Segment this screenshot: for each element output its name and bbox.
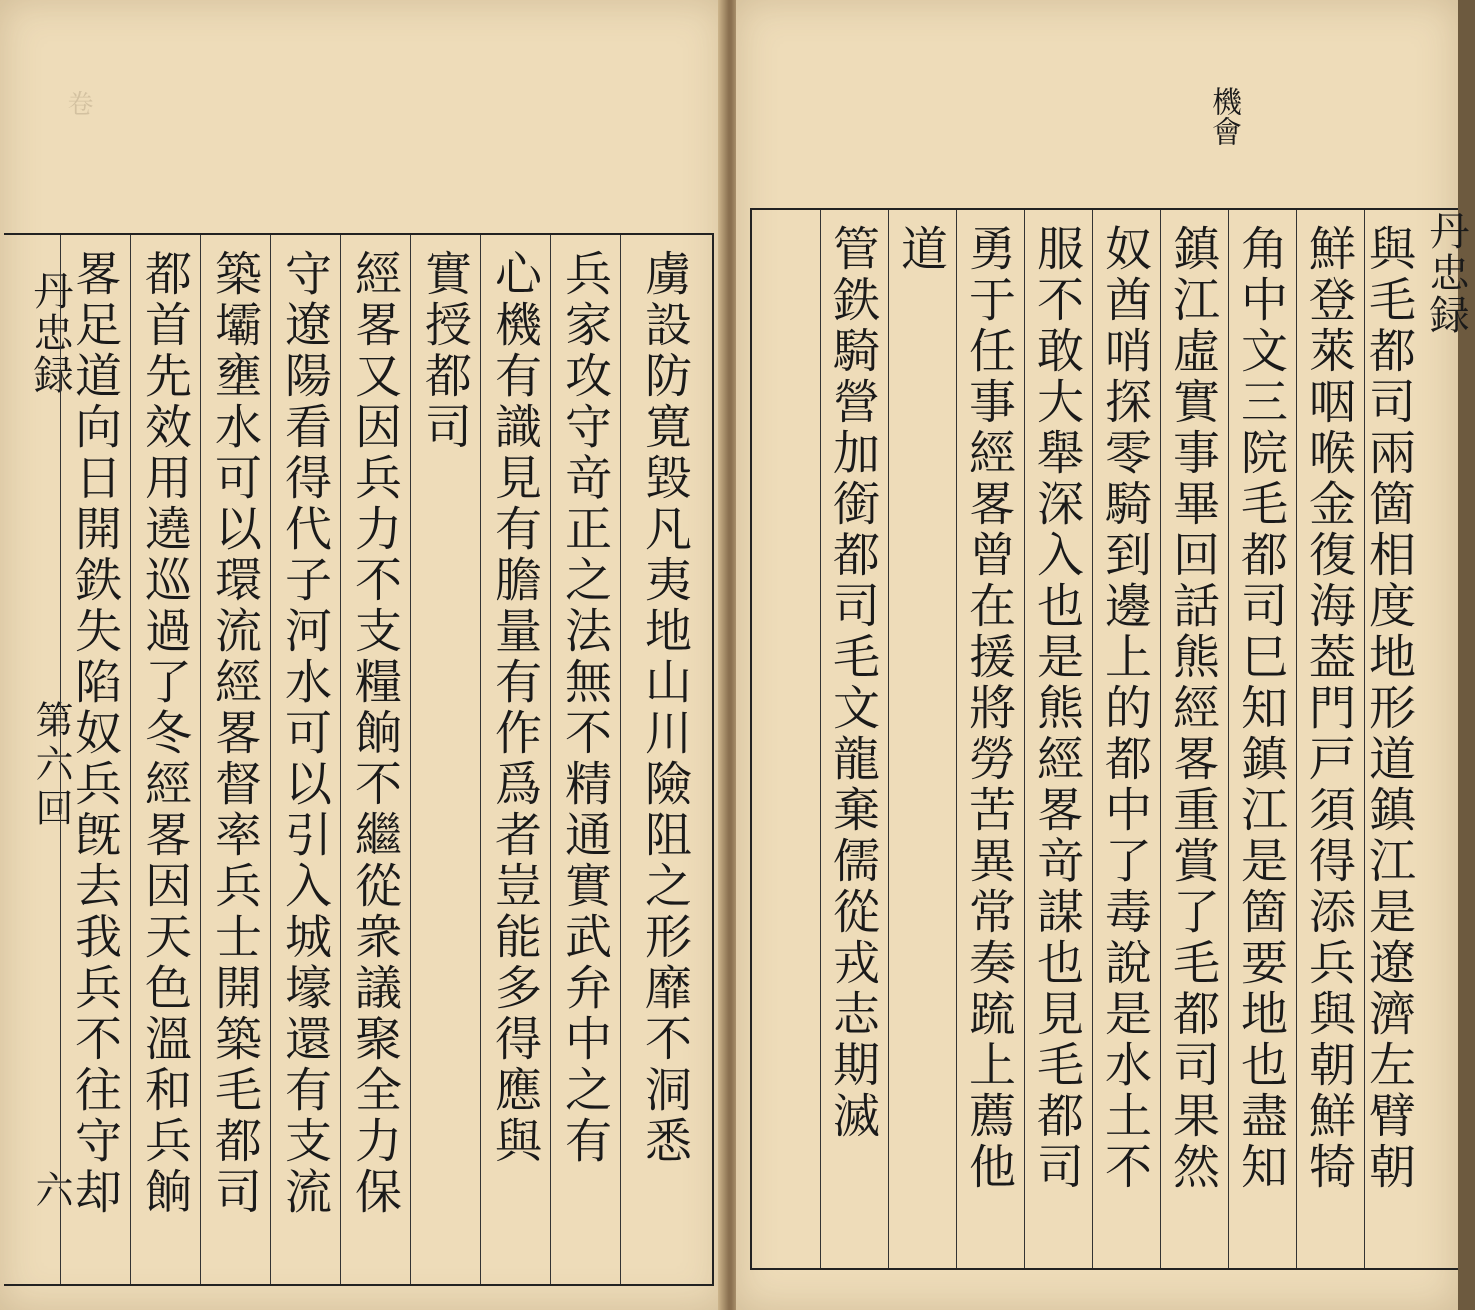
- text-column: 畧足道向日開鉄失陷奴兵旣去我兵不往守却: [60, 235, 130, 1284]
- text-column: 與毛都司兩箇相度地形道鎮江是遼濟左臂朝: [1364, 210, 1424, 1268]
- text-column: 鮮登萊咽喉金復海葢門戸須得添兵與朝鮮犄: [1296, 210, 1364, 1268]
- right-page: [736, 0, 1469, 1310]
- folio-number: 六: [29, 1170, 73, 1208]
- running-title: 丹忠録: [27, 270, 73, 396]
- text-column: 管鉄騎營加銜都司毛文龍棄儒從戎志期滅: [820, 210, 888, 1268]
- chapter-number: 第六回: [29, 700, 73, 832]
- bleed-through-text: 卷: [63, 90, 93, 124]
- text-column: 築壩壅水可以環流經畧督率兵士開築毛都司: [200, 235, 270, 1284]
- text-frame-right: [750, 208, 1458, 1270]
- header-note: [1206, 86, 1240, 146]
- text-column: 守遼陽看得代子河水可以引入城壕還有支流: [270, 235, 340, 1284]
- text-column: 奴酋哨探零騎到邊上的都中了毒說是水土不: [1092, 210, 1160, 1268]
- blank-column: [752, 210, 820, 1268]
- text-column: 實授都司: [410, 235, 480, 1284]
- text-column: 勇于任事經畧曾在援將勞苦異常奏䟽上薦他: [956, 210, 1024, 1268]
- text-column: 道: [888, 210, 956, 1268]
- text-column: 都首先效用遶巡過了冬經畧因天色溫和兵餉: [130, 235, 200, 1284]
- text-frame-left: [4, 233, 714, 1286]
- text-column: 服不敢大舉深入也是熊經畧竒謀也見毛都司: [1024, 210, 1092, 1268]
- header-note-text: 機會: [1206, 86, 1241, 146]
- text-column: 心機有識見有膽量有作爲者豈能多得應與: [480, 235, 550, 1284]
- text-column: 鎮江虛實事畢回話熊經畧重賞了毛都司果然: [1160, 210, 1228, 1268]
- text-column: 兵家攻守竒正之法無不精通實武弁中之有: [550, 235, 620, 1284]
- text-column: 經畧又因兵力不支糧餉不繼從衆議聚全力保: [340, 235, 410, 1284]
- left-page: [0, 0, 724, 1310]
- text-column: 虜設防寛毀凡夷地山川險阻之形靡不洞悉: [620, 235, 700, 1284]
- running-title: 丹忠録: [1423, 210, 1469, 336]
- text-column: 角中文三院毛都司巳知鎮江是箇要地也盡知: [1228, 210, 1296, 1268]
